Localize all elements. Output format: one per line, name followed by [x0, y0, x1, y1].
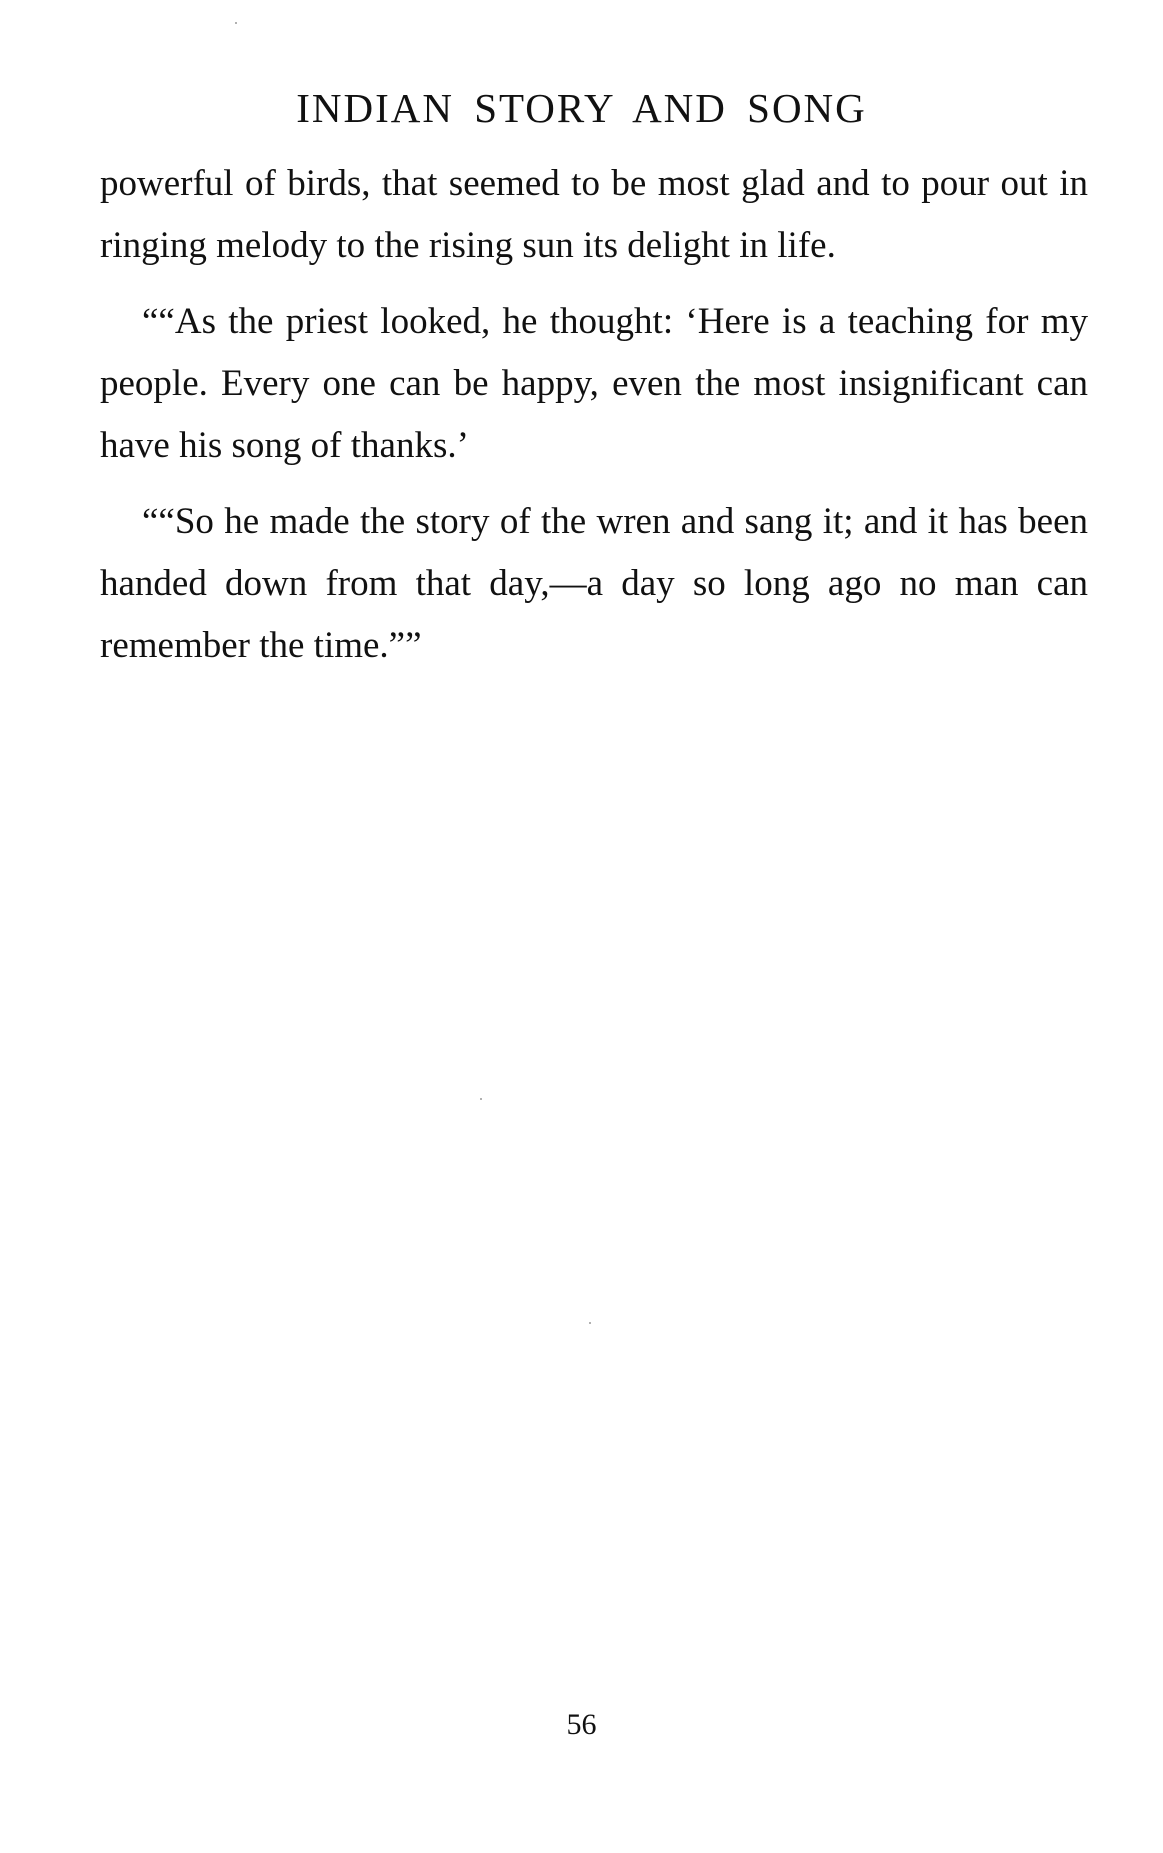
paragraph-continuation: powerful of birds, that seemed to be most glad and to pour out in ringing melody to the rising sun its delight in life. — [100, 163, 1088, 266]
paper-speck — [235, 22, 237, 24]
paper-speck — [589, 1322, 591, 1324]
paragraph-priest-teaching: ““As the priest looked, he thought: ‘Here is a teaching for my people. Every one can be happy, even the most insignificant can have his song of thanks.’ — [100, 301, 1088, 466]
running-head: INDIAN STORY AND SONG — [296, 85, 867, 131]
paper-speck — [480, 1098, 482, 1100]
paragraph-wren-story: ““So he made the story of the wren and sang it; and it has been handed down from that day,—a day so long ago no man can remember the time.”” — [100, 501, 1088, 666]
body-text — [100, 153, 1088, 691]
page-number: 56 — [566, 1708, 597, 1741]
